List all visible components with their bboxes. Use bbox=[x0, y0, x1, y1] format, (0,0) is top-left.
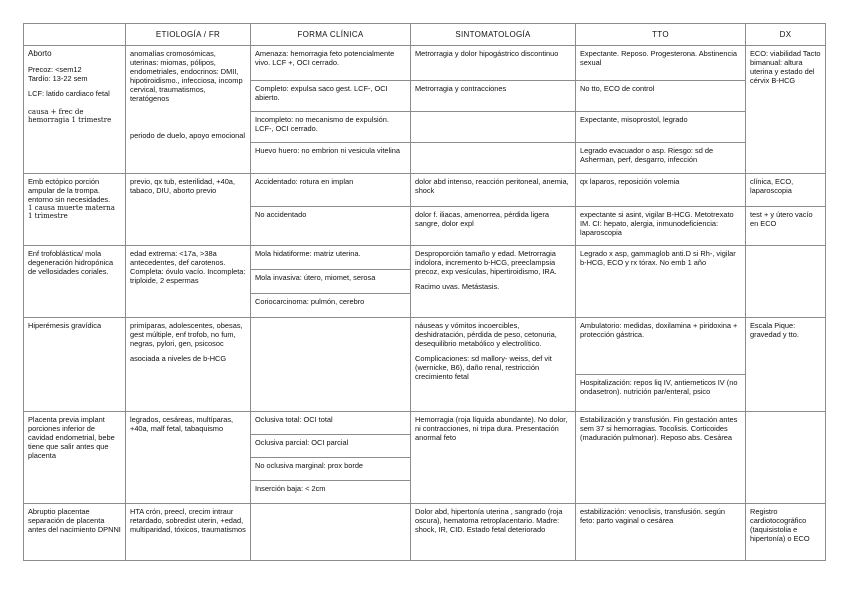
trofoblastica-sintoma1: Desproporción tamaño y edad. Metrorragia indolora, incremento b-HCG, preeclampsia precoz, exp vesículas, hipertiroidismo, IRA. bbox=[415, 249, 557, 277]
hiperemesis-tto2: Hospitalización: repos liq IV, antiemeticos IV (no ondasetron). nutrición par/enteral, psico bbox=[576, 375, 746, 412]
table-row bbox=[24, 504, 826, 561]
header-dx: DX bbox=[746, 24, 826, 46]
aborto-tardio: Tardío: 13-22 sem bbox=[28, 73, 88, 83]
hiperemesis-etiologia: primíparas, adolescentes, obesas, gest múltiple, enf trofob, no fum, negras, pylori, gen, psicosoc bbox=[130, 321, 243, 349]
abruptio-etiologia: HTA crón, preecl, crecim intraur retardado, sobredist uterin, +edad, multiparidad, tóxicos, traumatismos bbox=[126, 504, 251, 561]
hiperemesis-forma bbox=[251, 318, 411, 412]
trofoblastica-sintoma2: Racimo uvas. Metástasis. bbox=[415, 282, 500, 292]
trofoblastica-tto: Legrado x asp, gammaglob anti.D si Rh-, vigilar b-HCG, ECO y rx tórax. No emb 1 año bbox=[576, 246, 746, 318]
aborto-forma-1: Completo: expulsa saco gest. LCF-, OCI abierto. bbox=[251, 81, 411, 112]
table-row bbox=[24, 174, 826, 207]
placenta-previa-name: Placenta previa implant porciones inferior de cavidad endometrial, bebe tiene que salir antes que placenta bbox=[24, 412, 126, 504]
aborto-sintoma-0: Metrorragia y dolor hipogástrico discontinuo bbox=[411, 46, 576, 81]
aborto-tto-2: Expectante, misoprostol, legrado bbox=[576, 112, 746, 143]
abruptio-sintoma: Dolor abd, hipertonía uterina , sangrado (roja oscura), hematoma retroplacentario. Madre: shock, IR, CID. Estado fetal deteriorado bbox=[411, 504, 576, 561]
abruptio-dx: Registro cardiotocográfico (taquisistolia e hipertonía) o ECO bbox=[746, 504, 826, 561]
hiperemesis-sintoma1: náuseas y vómitos incoercibles, deshidratación, pérdida de peso, cetonuria, desequilibrio metabólico y electrolítico. bbox=[415, 321, 557, 349]
hiperemesis-name: Hiperémesis gravídica bbox=[24, 318, 126, 412]
aborto-etiologia: anomalías cromosómicas, uterinas: miomas, pólipos, endometriales, endocrinos: DMII, hipotiroidismo., infecciosa, incomp cervical, traumatismos, teratógenos bbox=[130, 49, 243, 104]
aborto-nota: causa + frec de hemorragia 1 trimestre bbox=[28, 107, 112, 124]
aborto-sintoma-3 bbox=[411, 143, 576, 174]
table-row bbox=[24, 412, 826, 435]
ectopico-forma-0: Accidentado: rotura en implan bbox=[251, 174, 411, 207]
aborto-forma-2: Incompleto: no mecanismo de expulsión. LCF-, OCI cerrado. bbox=[251, 112, 411, 143]
header-sintomatologia: SINTOMATOLOGÍA bbox=[411, 24, 576, 46]
header-etiologia: ETIOLOGÍA / FR bbox=[126, 24, 251, 46]
header-forma-clinica: FORMA CLÍNICA bbox=[251, 24, 411, 46]
aborto-name: Aborto bbox=[28, 49, 52, 58]
aborto-dx: ECO: viabilidad Tacto bimanual: altura uterina y estado del cérvix B-HCG bbox=[746, 46, 826, 174]
placenta-previa-sintoma: Hemorragia (roja líquida abundante). No dolor, ni contracciones, ni tripa dura. Presentación anormal feto bbox=[411, 412, 576, 504]
aborto-sintoma-2 bbox=[411, 112, 576, 143]
header-tto: TTO bbox=[576, 24, 746, 46]
aborto-tto-3: Legrado evacuador o asp. Riesgo: sd de Asherman, perf, desgarro, infección bbox=[576, 143, 746, 174]
header-empty bbox=[24, 24, 126, 46]
aborto-forma-3: Huevo huero: no embrion ni vesicula vitelina bbox=[251, 143, 411, 174]
aborto-name-cell bbox=[24, 46, 126, 174]
trofoblastica-forma-2: Coriocarcinoma: pulmón, cerebro bbox=[251, 294, 411, 318]
ectopico-forma-1: No accidentado bbox=[251, 207, 411, 246]
trofoblastica-etiologia: edad extrema: <17a, >38a antecedentes, def carotenos. Completa: óvulo vacío. Incompleta: triploide, 2 espermas bbox=[126, 246, 251, 318]
abruptio-name: Abruptio placentae separación de placenta antes del nacimiento DPNNI bbox=[24, 504, 126, 561]
placenta-previa-forma-2: No oclusiva marginal: prox borde bbox=[251, 458, 411, 481]
medical-summary-table bbox=[23, 23, 826, 561]
aborto-etiologia2: periodo de duelo, apoyo emocional bbox=[130, 131, 246, 141]
ectopico-sintoma-1: dolor f. iliacas, amenorrea, pérdida ligera sangre, dolor expl bbox=[411, 207, 576, 246]
aborto-tto-0: Expectante. Reposo. Progesterona. Abstinencia sexual bbox=[576, 46, 746, 81]
aborto-forma-0: Amenaza: hemorragia feto potencialmente vivo. LCF +, OCI cerrado. bbox=[251, 46, 411, 81]
ectopico-nota: 1 causa muerte materna 1 trimestre bbox=[28, 204, 115, 221]
abruptio-tto: estabilización: venoclisis, transfusión. según feto: parto vaginal o cesárea bbox=[576, 504, 746, 561]
hiperemesis-dx: Escala Pique: gravedad y tto. bbox=[746, 318, 826, 412]
ectopico-etiologia: previo, qx tub, esterilidad, +40a, tabaco, DIU, aborto previo bbox=[126, 174, 251, 246]
aborto-etiologia-cell bbox=[126, 46, 251, 174]
table-row bbox=[24, 318, 826, 375]
placenta-previa-forma-1: Oclusiva parcial: OCI parcial bbox=[251, 435, 411, 458]
ectopico-tto-0: qx laparos, reposición volemia bbox=[576, 174, 746, 207]
placenta-previa-forma-3: Inserción baja: < 2cm bbox=[251, 481, 411, 504]
abruptio-forma bbox=[251, 504, 411, 561]
ectopico-sintoma-0: dolor abd intenso, reacción peritoneal, anemia, shock bbox=[411, 174, 576, 207]
hiperemesis-tto1: Ambulatorio: medidas, doxilamina + piridoxina + protección gástrica. bbox=[576, 318, 746, 375]
aborto-lcf: LCF: latido cardiaco fetal bbox=[28, 88, 110, 98]
hiperemesis-sintoma-cell bbox=[411, 318, 576, 412]
placenta-previa-tto: Estabilización y transfusión. Fin gestación antes sem 37 si hemorragias. Tocolisis. Corticoides (maduración pulmonar). Reposo abs. Cesárea bbox=[576, 412, 746, 504]
hiperemesis-etiologia2: asociada a niveles de b-HCG bbox=[130, 354, 227, 364]
table-row bbox=[24, 46, 826, 81]
ectopico-dx-1: test + y útero vacío en ECO bbox=[746, 207, 826, 246]
ectopico-name: Emb ectópico porción ampular de la trompa. entorno sin necesidades. bbox=[28, 177, 111, 205]
ectopico-tto-1: expectante si asint, vigilar B-HCG. Metotrexato IM. CI: hepato, alergia, inmunodeficiencia: laparoscopia bbox=[576, 207, 746, 246]
hiperemesis-etiologia-cell bbox=[126, 318, 251, 412]
trofoblastica-dx bbox=[746, 246, 826, 318]
aborto-sintoma-1: Metrorragia y contracciones bbox=[411, 81, 576, 112]
hiperemesis-sintoma2: Complicaciones: sd mallory- weiss, def vit (wernicke, B6), daño renal, restricción crecimiento fetal bbox=[415, 354, 552, 382]
aborto-tto-1: No tto, ECO de control bbox=[576, 81, 746, 112]
header-row bbox=[24, 24, 826, 46]
placenta-previa-forma-0: Oclusiva total: OCI total bbox=[251, 412, 411, 435]
ectopico-name-cell bbox=[24, 174, 126, 246]
trofoblastica-forma-1: Mola invasiva: útero, miomet, serosa bbox=[251, 270, 411, 294]
placenta-previa-dx bbox=[746, 412, 826, 504]
table-row bbox=[24, 246, 826, 270]
trofoblastica-forma-0: Mola hidatiforme: matriz uterina. bbox=[251, 246, 411, 270]
trofoblastica-name: Enf trofoblástica/ mola degeneración hidropónica de vellosidades coriales. bbox=[24, 246, 126, 318]
aborto-precoz: Precoz: <sem12 bbox=[28, 64, 82, 74]
trofoblastica-sintoma-cell bbox=[411, 246, 576, 318]
placenta-previa-etiologia: legrados, cesáreas, multíparas, +40a, malf fetal, tabaquismo bbox=[126, 412, 251, 504]
ectopico-dx-0: clínica, ECO, laparoscopia bbox=[746, 174, 826, 207]
